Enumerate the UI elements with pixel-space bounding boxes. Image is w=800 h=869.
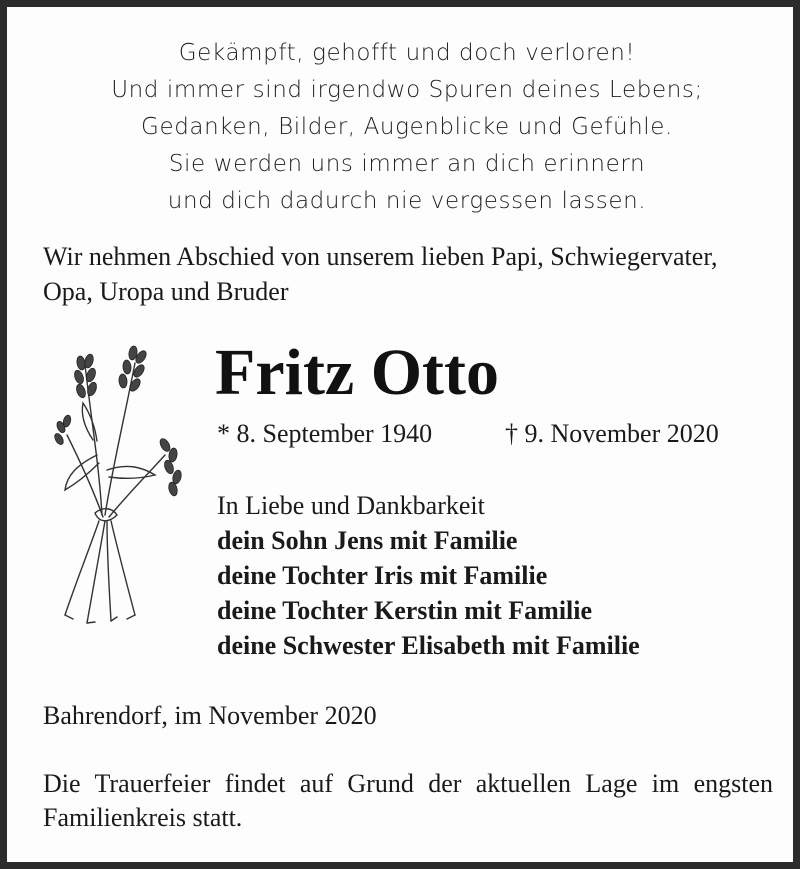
funeral-notice: Die Trauerfeier findet auf Grund der aktuellen Lage im engsten Familienkreis statt. bbox=[43, 769, 773, 832]
mourner-line: dein Sohn Jens mit Familie bbox=[217, 526, 518, 555]
wheat-bundle-icon bbox=[47, 345, 197, 630]
poem-line: Gedanken, Bilder, Augenblicke und Gefühle. bbox=[141, 114, 673, 140]
mourner-line: deine Tochter Kerstin mit Familie bbox=[217, 596, 593, 625]
poem-line: Gekämpft, gehofft und doch verloren! bbox=[178, 40, 636, 66]
poem-line: Und immer sind irgendwo Spuren deines Lebens; bbox=[111, 77, 703, 103]
mourner-line: deine Schwester Elisabeth mit Familie bbox=[217, 631, 640, 660]
poem-line: und dich dadurch nie vergessen lassen. bbox=[167, 188, 647, 214]
birth-date: * 8. September 1940 bbox=[217, 419, 433, 448]
death-date: † 9. November 2020 bbox=[505, 419, 719, 448]
intro-text: Wir nehmen Abschied von unserem lieben Papi, Schwiegervater, Opa, Uropa und Bruder bbox=[43, 242, 718, 306]
poem-line: Sie werden uns immer an dich erinnern bbox=[168, 151, 646, 177]
place-date: Bahrendorf, im November 2020 bbox=[43, 701, 377, 730]
mourners-block bbox=[217, 488, 640, 663]
deceased-name: Fritz Otto bbox=[215, 336, 500, 409]
mourner-line: deine Tochter Iris mit Familie bbox=[217, 561, 548, 590]
poem bbox=[7, 35, 800, 220]
life-dates bbox=[217, 417, 777, 451]
mourners-heading: In Liebe und Dankbarkeit bbox=[217, 491, 485, 520]
